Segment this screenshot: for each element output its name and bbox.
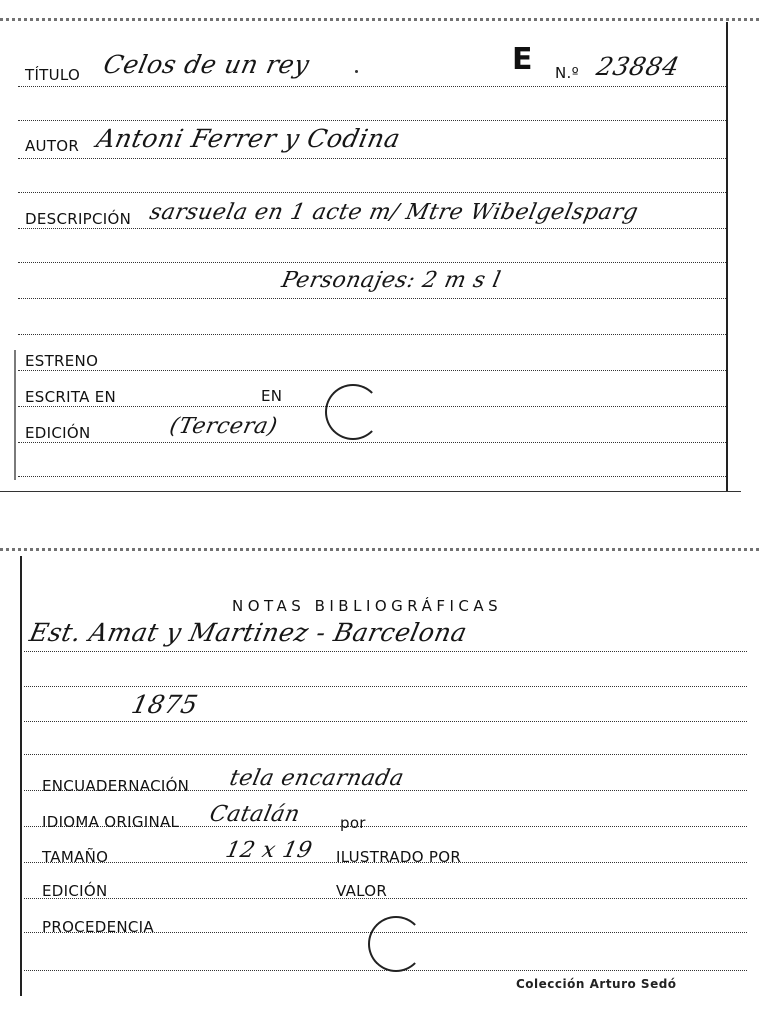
rule xyxy=(18,262,726,263)
tamano-value: 12 x 19 xyxy=(223,838,315,863)
valor-label: VALOR xyxy=(336,882,388,900)
numero-value: 23884 xyxy=(593,52,683,81)
rule xyxy=(24,686,747,687)
rule xyxy=(24,651,747,652)
idioma-original-label: IDIOMA ORIGINAL xyxy=(42,813,180,831)
rule xyxy=(18,228,726,229)
rule xyxy=(18,120,726,121)
personajes-value: Personajes: 2 m s l xyxy=(279,268,504,293)
escrita-en-label: ESCRITA EN xyxy=(25,388,117,406)
catalog-mark-letter: E xyxy=(512,42,533,77)
descripcion-value: sarsuela en 1 acte m/ Mtre Wibelgelsparg xyxy=(147,200,641,225)
titulo-label: TÍTULO xyxy=(25,66,81,84)
rule xyxy=(18,442,726,443)
rule xyxy=(18,298,726,299)
collection-footer: Colección Arturo Sedó xyxy=(516,977,677,991)
rule xyxy=(18,476,726,477)
en-label: EN xyxy=(261,387,283,405)
rule xyxy=(24,754,747,755)
encuadernacion-label: ENCUADERNACIÓN xyxy=(42,777,190,795)
autor-value: Antoni Ferrer y Codina xyxy=(93,124,404,153)
autor-label: AUTOR xyxy=(25,137,80,155)
edicion-value: (Tercera) xyxy=(167,414,280,439)
procedencia-label: PROCEDENCIA xyxy=(42,918,154,936)
catalog-card-top xyxy=(0,0,759,500)
ilustrado-por-label: ILUSTRADO POR xyxy=(336,848,462,866)
card-right-border xyxy=(726,22,728,492)
tamano-label: TAMAÑO xyxy=(42,848,109,866)
notas-line-1: Est. Amat y Martinez - Barcelona xyxy=(26,618,470,647)
card-top-edge xyxy=(0,18,759,21)
por-label: por xyxy=(340,814,366,832)
edicion-label: EDICIÓN xyxy=(25,424,91,442)
card-left-border xyxy=(14,350,16,480)
rule xyxy=(18,334,726,335)
card-left-border xyxy=(20,556,22,996)
rule xyxy=(18,86,726,87)
estreno-label: ESTRENO xyxy=(25,352,99,370)
titulo-value: Celos de un rey xyxy=(100,50,313,79)
punch-hole-circle xyxy=(325,384,381,440)
card-bottom-edge xyxy=(0,491,741,492)
encuadernacion-value: tela encarnada xyxy=(227,766,407,791)
rule xyxy=(18,192,726,193)
idioma-original-value: Catalán xyxy=(207,802,303,827)
rule xyxy=(24,721,747,722)
numero-label: N.º xyxy=(555,64,579,82)
catalog-card-bottom xyxy=(0,540,759,1028)
notas-bibliograficas-heading: NOTAS BIBLIOGRÁFICAS xyxy=(232,597,503,615)
rule xyxy=(18,370,726,371)
punch-hole-circle xyxy=(368,916,424,972)
notas-line-2: 1875 xyxy=(128,690,201,719)
descripcion-label: DESCRIPCIÓN xyxy=(25,210,132,228)
card-bottom-top-edge xyxy=(0,548,759,551)
ink-speck xyxy=(355,70,358,73)
edicion-label: EDICIÓN xyxy=(42,882,108,900)
rule xyxy=(18,158,726,159)
